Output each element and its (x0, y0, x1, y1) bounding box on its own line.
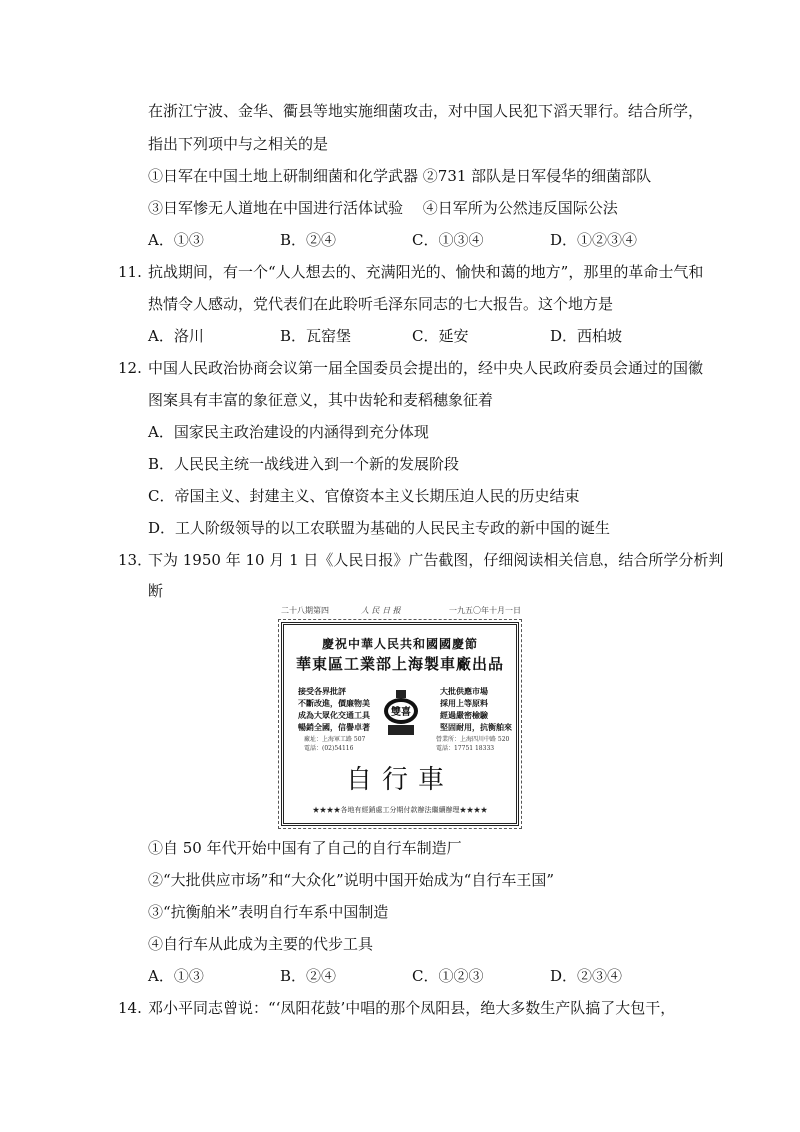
q13-statement-1: ①自 50 年代开始中国有了自己的自行车制造厂 (148, 839, 462, 857)
q13-line2: 断 (148, 582, 164, 600)
ad-title-2: 華東區工業部上海製車廠出品 (295, 655, 504, 673)
ad-left-phone: 電話：(02)54116 (304, 745, 354, 752)
q11-number: 11. (118, 263, 142, 281)
ad-header-left: 二十八期第四 (281, 606, 329, 615)
q12-option-d: D．工人阶级领导的以工农联盟为基础的人民民主专政的新中国的诞生 (148, 519, 611, 537)
q10-option-c: C．①③④ (412, 231, 484, 249)
q13-option-b: B．②④ (280, 967, 337, 985)
q10-option-b: B．②④ (280, 231, 337, 249)
shuangxi-logo-icon (382, 689, 420, 739)
q12-line2: 图案具有丰富的象征意义，其中齿轮和麦稻穗象征着 (148, 391, 494, 409)
q13-option-a: A．①③ (148, 967, 204, 985)
q13-number: 13． (118, 551, 153, 569)
ad-right-line: 經過嚴密檢驗 (440, 710, 488, 720)
ad-logo-text: 雙喜 (391, 707, 411, 718)
q13-statement-4: ④自行车从此成为主要的代步工具 (148, 935, 374, 953)
ad-left-column (298, 685, 370, 733)
ad-left-line: 接受各界批評 (298, 686, 346, 696)
q13-option-c: C．①②③ (412, 967, 484, 985)
ad-right-line: 大批供應市場 (440, 686, 488, 696)
q13-statement-3: ③“抗衡舶米”表明自行车系中国制造 (148, 903, 389, 921)
q11-option-c: C．延安 (412, 327, 469, 345)
ad-right-column (440, 685, 512, 733)
newspaper-ad (279, 604, 525, 830)
q12-option-b: B．人民民主统一战线进入到一个新的发展阶段 (148, 455, 460, 473)
ad-left-small (304, 735, 365, 753)
q11-line1: 抗战期间，有一个“人人想去的、充满阳光的、愉快和蔼的地方”，那里的革命士气和 (148, 263, 704, 281)
ad-left-address: 廠址：上海軍工路 507 (304, 736, 366, 743)
q13-line1: 下为 1950 年 10 月 1 日《人民日报》广告截图，仔细阅读相关信息，结合所学分析判 (148, 551, 724, 569)
q12-option-c: C．帝国主义、封建主义、官僚资本主义长期压迫人民的历史结束 (148, 487, 580, 505)
ad-title-1: 慶祝中華人民共和國國慶節 (321, 637, 478, 651)
q10-statement-2: ③日军惨无人道地在中国进行活体试验 ④日军所为公然违反国际公法 (148, 199, 618, 217)
q10-line1: 在浙江宁波、金华、衢县等地实施细菌攻击，对中国人民犯下滔天罪行。结合所学， (148, 102, 704, 120)
ad-bicycle-title: 自行車 (345, 765, 454, 795)
ad-left-line: 成為大眾化交通工具 (298, 710, 370, 720)
q12-number: 12. (118, 359, 142, 377)
q11-option-d: D．西柏坡 (550, 327, 623, 345)
q14-line1: 邓小平同志曾说：“‘凤阳花鼓’中唱的那个凤阳县，绝大多数生产队搞了大包干， (148, 999, 676, 1017)
q10-statement-1: ①日军在中国土地上研制细菌和化学武器 ②731 部队是日军侵华的细菌部队 (148, 167, 652, 185)
ad-frame (281, 622, 519, 826)
ad-right-address: 營業所：上海四川中路 520 (436, 736, 510, 743)
ad-header (279, 604, 525, 618)
q10-option-d: D．①②③④ (550, 231, 638, 249)
q11-line2: 热情令人感动，党代表们在此聆听毛泽东同志的七大报告。这个地方是 (148, 295, 614, 313)
q12-option-a: A．国家民主政治建设的内涵得到充分体现 (148, 423, 429, 441)
ad-right-phone: 電話：17751 18333 (436, 745, 495, 752)
q12-line1: 中国人民政治协商会议第一届全国委员会提出的，经中央人民政府委员会通过的国徽 (148, 359, 704, 377)
ad-left-line: 暢銷全國，信譽卓著 (298, 722, 370, 732)
q11-option-a: A．洛川 (148, 327, 204, 345)
ad-left-line: 不斷改進，價廉物美 (298, 698, 370, 708)
ad-header-right: 一九五〇年十月一日 (449, 606, 521, 615)
q10-line2: 指出下列项中与之相关的是 (148, 135, 329, 153)
ad-right-line: 採用上等原料 (440, 698, 488, 708)
q11-option-b: B．瓦窑堡 (280, 327, 352, 345)
q13-option-d: D．②③④ (550, 967, 623, 985)
ad-footer: ★★★★各地有經銷處工分期付款辦法繼續辦理★★★★ (312, 806, 488, 814)
q13-statement-2: ②“大批供应市场”和“大众化”说明中国开始成为“自行车王国” (148, 871, 555, 889)
ad-header-mid: 人 民 日 报 (361, 606, 401, 615)
ad-right-line: 堅固耐用，抗衡舶來 (440, 722, 512, 732)
q10-option-a: A．①③ (148, 231, 204, 249)
q14-number: 14. (118, 999, 142, 1017)
ad-right-small (436, 735, 509, 753)
